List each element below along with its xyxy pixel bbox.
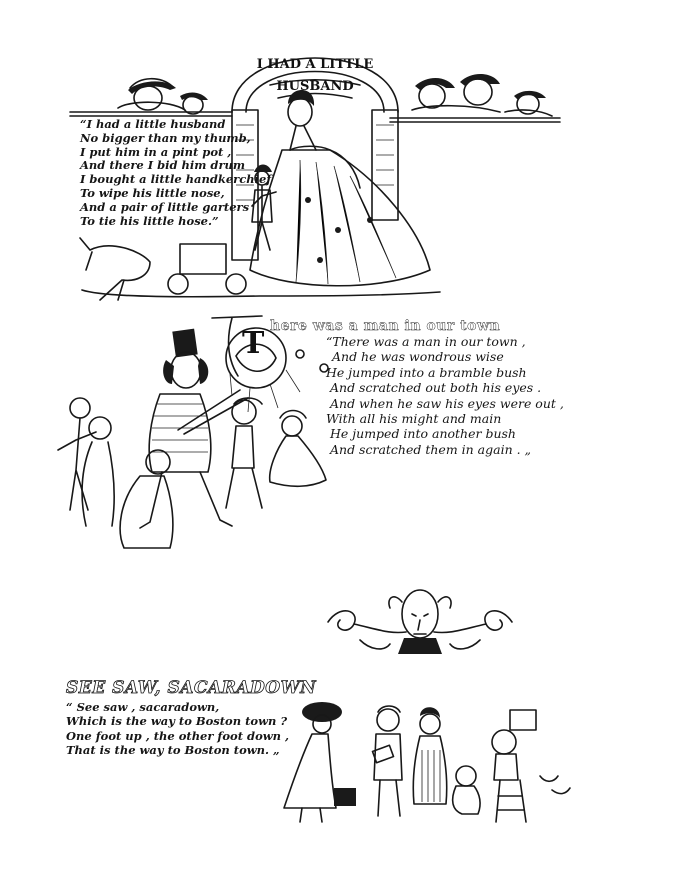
- onlooker-right: [412, 74, 552, 116]
- section-title-see-saw: SEE SAW, SACARADOWN: [66, 678, 317, 698]
- see-saw-illustration: [270, 690, 580, 830]
- verse-line: And scratched them in again . „: [330, 441, 532, 457]
- verse-line: To tie his little hose.”: [80, 213, 219, 228]
- verse-husband: [80, 117, 272, 228]
- verse-line: One foot up , the other foot down ,: [66, 728, 290, 743]
- wise-man-figure: [140, 329, 248, 528]
- verse-line: “There was a man in our town ,: [326, 334, 526, 349]
- lady-figure: [250, 90, 430, 286]
- verse-line: And he was wondrous wise: [332, 349, 504, 365]
- verse-line: And there I bid him drum: [80, 158, 246, 173]
- verse-line: That is the way to Boston town. „: [66, 743, 280, 758]
- arch-subtitle: HUSBAND: [276, 79, 354, 94]
- boy-reading: [372, 706, 402, 816]
- verse-line: To wipe his little nose,: [80, 185, 225, 200]
- verse-line: Which is the way to Boston town ?: [66, 714, 288, 729]
- verse-line: He jumped into another bush: [330, 426, 516, 442]
- section-title-wise-man: here was a man in our town: [270, 318, 501, 334]
- baby-high-chair: [453, 710, 570, 822]
- verse-line: And when he saw his eyes were out ,: [330, 395, 564, 411]
- girl-standing: [413, 707, 447, 804]
- girl-with-bonnet: [284, 702, 356, 822]
- arch-title: I HAD A LITTLE: [256, 57, 374, 72]
- drop-cap: T: [242, 326, 265, 361]
- verse-line: “ See saw , sacaradown,: [66, 700, 220, 714]
- verse-line: He jumped into a bramble bush: [326, 364, 527, 380]
- verse-line: No bigger than my thumb,: [80, 130, 251, 145]
- verse-line: “I had a little husband: [80, 117, 226, 131]
- onlooker-left: [118, 79, 208, 114]
- verse-wise-man: [326, 334, 656, 457]
- bald-head-ornament: [320, 570, 520, 665]
- verse-line: With all his might and main: [326, 411, 502, 427]
- coach-and-dog: [80, 238, 440, 300]
- verse-line: And scratched out both his eyes .: [330, 380, 542, 396]
- verse-line: And a pair of little garters: [80, 199, 250, 214]
- verse-line: I bought a little handkerchief: [80, 172, 272, 187]
- verse-line: I put him in a pint pot ,: [80, 144, 232, 159]
